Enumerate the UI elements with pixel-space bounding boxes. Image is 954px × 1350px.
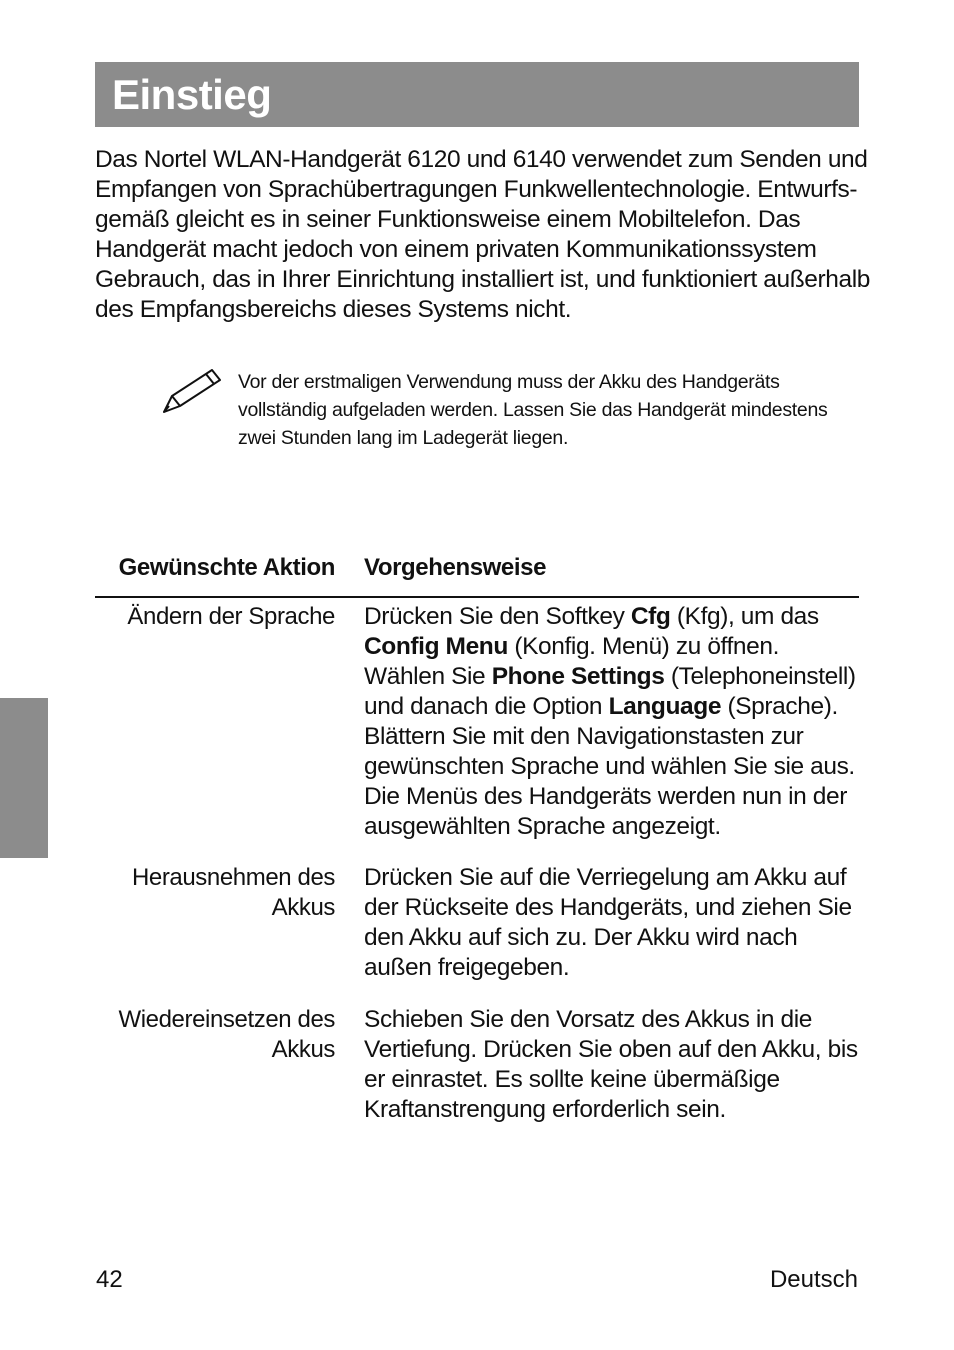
pencil-icon [160, 366, 224, 418]
steps-text: (Kfg), um das [670, 603, 819, 630]
table-row [95, 1005, 859, 1125]
action-cell: Ändern der Sprache [127, 603, 335, 630]
action-table [95, 550, 859, 1125]
softkey-label: Cfg [630, 603, 671, 630]
action-cell: Wiedereinsetzen des Akkus [118, 1006, 335, 1063]
page-number: 42 [96, 1266, 123, 1293]
intro-paragraph: Das Nortel WLAN-Handgerät 6120 und 6140 verwendet zum Senden und Empfangen von Sprachübertragungen Funkwellentechnologie. Entwurfsgemäß gleicht es in seiner Funktionsweise einem Mobiltelefon. Das Handgerät macht jedoch von einem privaten Kommunikationssystem Gebrauch, das in Ihrer Einrichtung installiert ist, und funktioniert außerhalb des Empfangsbereichs dieses Systems nicht. [95, 146, 871, 323]
header-steps: Vorgehensweise [364, 554, 547, 581]
table-row [95, 863, 859, 983]
steps-text: (Telephoneinstell) und danach die Option [364, 663, 856, 720]
title-bar [95, 62, 859, 127]
table-header [95, 550, 859, 598]
header-action: Gewünschte Aktion [118, 554, 335, 581]
action-cell: Herausnehmen des Akkus [131, 864, 335, 921]
note-text: Vor der erstmaligen Verwendung muss der Akku des Handgeräts vollständig aufgeladen werden. Lassen Sie das Handgerät mindestens zwei Stunden lang im Ladegerät liegen. [238, 371, 828, 449]
menu-label: Language [608, 693, 722, 720]
steps-text: (Konfig. Menü) zu öffnen. Wählen Sie [364, 633, 780, 690]
steps-cell: Schieben Sie den Vorsatz des Akkus in die Vertiefung. Drücken Sie oben auf den Akku, bis er einrastet. Es sollte keine übermäßige Kraftanstrengung erforderlich sein. [364, 1006, 858, 1123]
steps-cell: Drücken Sie auf die Verriegelung am Akku auf der Rückseite des Handgeräts, und ziehen Sie den Akku auf sich zu. Der Akku wird nach außen freigegeben. [364, 864, 852, 981]
side-tab [0, 698, 48, 858]
table-row [95, 602, 859, 842]
page-title: Einstieg [112, 70, 272, 118]
menu-label: Phone Settings [491, 663, 665, 690]
steps-text: Drücken Sie den Softkey [364, 603, 631, 630]
menu-label: Config Menu [364, 633, 508, 660]
steps-cell [335, 602, 859, 842]
footer-language: Deutsch [769, 1266, 858, 1293]
steps-text: (Sprache). Blättern Sie mit den Navigationstasten zur gewünschten Sprache und wählen Sie sie aus. Die Menüs des Handgeräts werden nun in der ausgewählten Sprache angezeigt. [364, 693, 855, 840]
